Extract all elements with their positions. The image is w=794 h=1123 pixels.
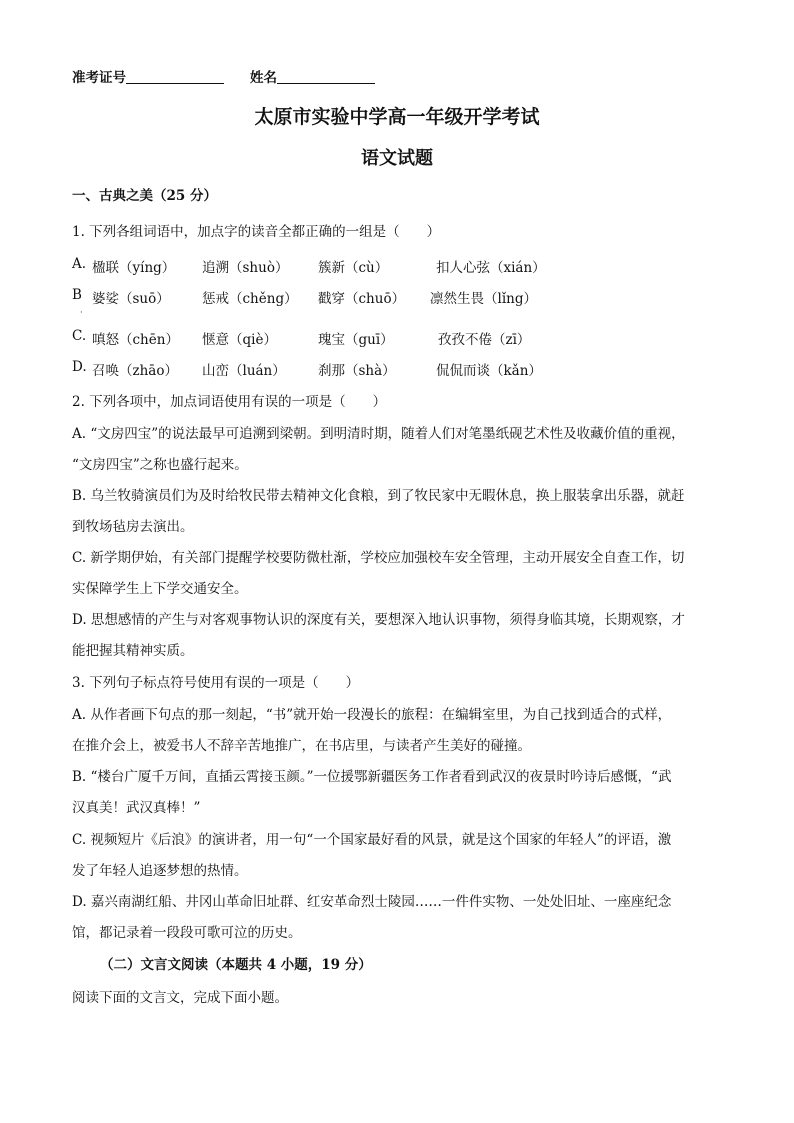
q1-word: 刹那（shà） <box>318 363 396 379</box>
q3-stem: 3. 下列句子标点符号使用有误的一项是（ ） <box>72 675 360 691</box>
q3-option-b-line1: B. “楼台广厦千万间，直插云霄接玉颜。”一位援鄂新疆医务工作者看到武汉的夜景时吟诗后感慨，“武 <box>72 769 672 785</box>
q1-word: 扣人心弦（xián） <box>436 260 546 276</box>
q3-option-d-line1: D. 嘉兴南湖红船、井冈山革命旧址群、红安革命烈士陵园……一件件实物、一处处旧址、一座座纪念 <box>72 894 672 910</box>
section1-heading: 一、古典之美（25 分） <box>72 188 217 204</box>
q1-word: 孜孜不倦（zī） <box>438 332 531 348</box>
q3-option-c-line2: 发了年轻人追逐梦想的热情。 <box>72 863 248 879</box>
q2-option-b-line1: B. 乌兰牧骑演员们为及时给牧民带去精神文化食粮，到了牧民家中无暇休息，换上服装拿出乐器，就赶 <box>72 488 685 504</box>
exam-number-field <box>72 66 224 86</box>
q1-word: 戳穿（chuō） <box>318 291 406 307</box>
name-label: 姓名 <box>250 70 277 86</box>
q1-option-label: A. <box>72 256 87 272</box>
q1-word: 惬意（qiè） <box>202 332 277 348</box>
page-title: 太原市实验中学高一年级开学考试 <box>254 106 540 128</box>
q3-option-a-line2: 在推介会上，被爱书人不辞辛苦地推广，在书店里，与读者产生美好的碰撞。 <box>72 738 531 754</box>
q1-stem: 1. 下列各组词语中，加点字的读音全都正确的一组是（ ） <box>72 224 441 240</box>
q2-option-a-line2: “文房四宝”之称也盛行起来。 <box>72 457 248 473</box>
q3-option-a-line1: A. 从作者画下句点的那一刻起，“书”就开始一段漫长的旅程：在编辑室里，为自己找到适合的式样， <box>72 707 672 723</box>
q2-option-c-line2: 实保障学生上下学交通安全。 <box>72 581 248 597</box>
exam-number-label: 准考证号 <box>72 70 126 86</box>
q1-word: 簇新（cù） <box>318 260 389 276</box>
q1-word: 侃侃而谈（kǎn） <box>436 363 542 379</box>
name-blank <box>277 69 375 84</box>
emphasis-dot: · <box>80 308 83 317</box>
q3-option-d-line2: 馆，都记录着一段段可歌可泣的历史。 <box>72 925 302 941</box>
q1-word: 凛然生畏（lǐng） <box>430 291 537 307</box>
exam-number-blank <box>126 69 224 84</box>
q1-option-label: D. <box>72 359 87 375</box>
q1-word: 召唤（zhāo） <box>92 363 178 379</box>
q2-option-c-line1: C. 新学期伊始，有关部门提醒学校要防微杜渐，学校应加强校车安全管理，主动开展安全自查工作，切 <box>72 550 685 566</box>
q1-word: 婆娑（suō） <box>92 291 170 307</box>
q1-word: 楹联（yíng） <box>92 260 176 276</box>
section2-instruction: 阅读下面的文言文，完成下面小题。 <box>72 990 288 1006</box>
q1-word: 追溯（shuò） <box>202 260 289 276</box>
q1-word: 嗔怒（chēn） <box>92 332 179 348</box>
name-field <box>250 66 375 86</box>
q1-option-label: B <box>72 287 82 303</box>
section2-heading: （二）文言文阅读（本题共 4 小题，19 分） <box>100 957 372 973</box>
q2-option-a-line1: A. “文房四宝”的说法最早可追溯到梁朝。到明清时期，随着人们对笔墨纸砚艺术性及收藏价值的重视， <box>72 426 685 442</box>
q1-word: 山峦（luán） <box>202 363 286 379</box>
page-subtitle: 语文试题 <box>361 148 433 169</box>
q2-stem: 2. 下列各项中，加点词语使用有误的一项是（ ） <box>72 394 387 410</box>
q2-option-b-line2: 到牧场毡房去演出。 <box>72 519 194 535</box>
q1-word: 瑰宝（guī） <box>318 332 394 348</box>
q1-word: 惩戒（chěng） <box>202 291 298 307</box>
q2-option-d-line2: 能把握其精神实质。 <box>72 643 194 659</box>
q2-option-d-line1: D. 思想感情的产生与对客观事物认识的深度有关，要想深入地认识事物，须得身临其境，长期观察，才 <box>72 612 685 628</box>
q3-option-c-line1: C. 视频短片《后浪》的演讲者，用一句“一个国家最好看的风景，就是这个国家的年轻人”的评语，激 <box>72 832 672 848</box>
q3-option-b-line2: 汉真美！武汉真棒！” <box>72 800 201 816</box>
q1-option-label: C. <box>72 328 87 344</box>
